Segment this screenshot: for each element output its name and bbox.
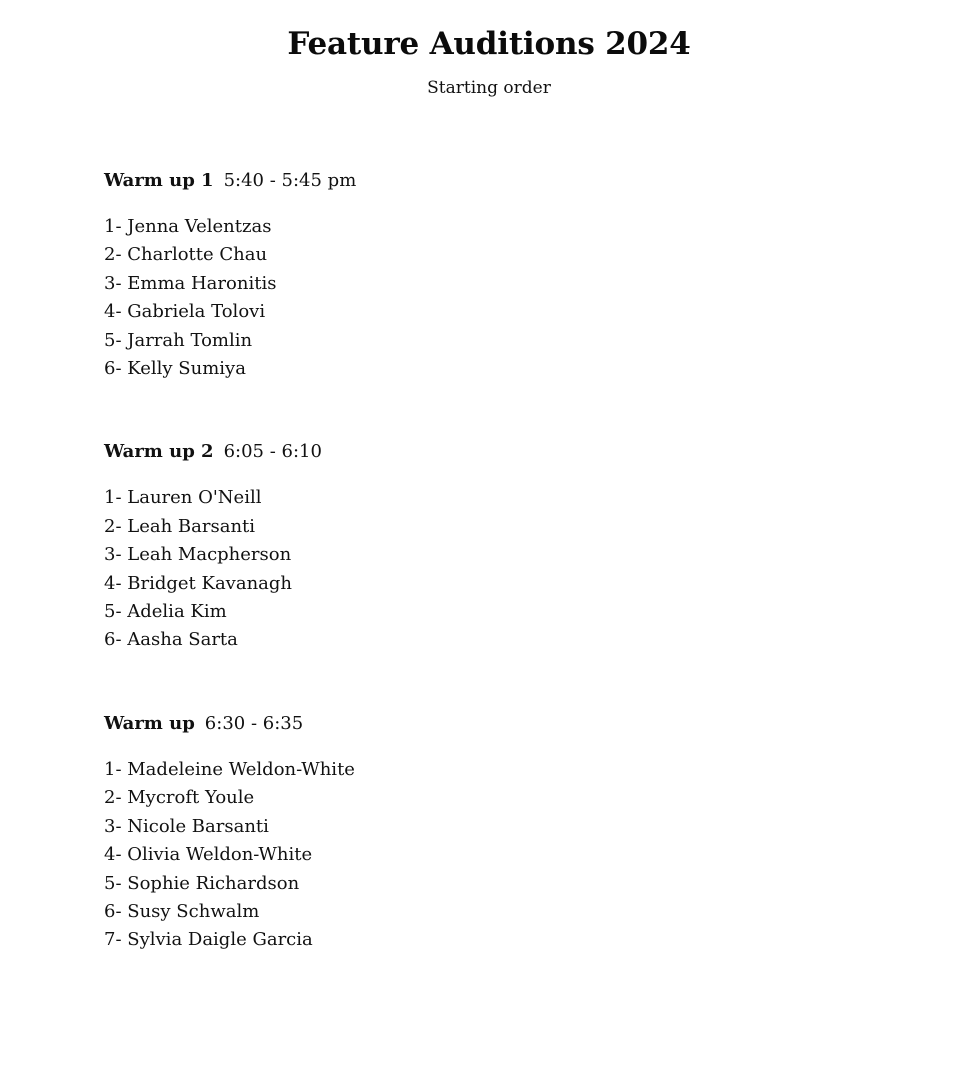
list-item: 6- Susy Schwalm: [104, 900, 260, 922]
warmup-group-label: Warm up: [104, 712, 195, 734]
list-item: 6- Kelly Sumiya: [104, 358, 246, 380]
group-spacer: [104, 413, 978, 441]
list-item: 2- Charlotte Chau: [104, 244, 268, 266]
list-item: 5- Sophie Richardson: [104, 872, 300, 894]
group-spacer: [104, 685, 978, 713]
list-item: 6- Aasha Sarta: [104, 629, 238, 651]
page-title: Feature Auditions 2024: [287, 26, 691, 62]
list-item: 1- Madeleine Weldon-White: [104, 758, 355, 780]
list-item: 3- Emma Haronitis: [104, 272, 277, 294]
warmup-group-header: [104, 170, 978, 191]
list-item: 4- Gabriela Tolovi: [104, 301, 266, 323]
list-item: 7- Sylvia Daigle Garcia: [104, 929, 313, 951]
schedule-list: [0, 98, 978, 955]
list-item: 1- Jenna Velentzas: [104, 216, 272, 237]
warmup-group-time: 5:40 - 5:45 pm: [223, 170, 357, 191]
page-subtitle: Starting order: [427, 78, 551, 98]
list-item: 5- Jarrah Tomlin: [104, 329, 253, 351]
warmup-entry-list: [104, 213, 978, 383]
warmup-group-time: 6:30 - 6:35: [204, 712, 304, 734]
warmup-group-time: 6:05 - 6:10: [223, 441, 322, 463]
list-item: 1- Lauren O'Neill: [104, 487, 262, 509]
warmup-group: [104, 170, 978, 383]
list-item: 4- Bridget Kavanagh: [104, 572, 293, 594]
list-item: 3- Leah Macpherson: [104, 544, 292, 566]
list-item: 4- Olivia Weldon-White: [104, 844, 313, 866]
warmup-group-header: [104, 441, 978, 462]
warmup-group: [104, 441, 978, 654]
warmup-entry-list: [104, 756, 978, 955]
list-item: 3- Nicole Barsanti: [104, 815, 269, 837]
warmup-entry-list: [104, 484, 978, 654]
warmup-group-header: [104, 713, 978, 734]
warmup-group: [104, 713, 978, 955]
warmup-group-label: Warm up 2: [104, 441, 214, 463]
list-item: 2- Mycroft Youle: [104, 787, 255, 809]
warmup-group-label: Warm up 1: [104, 170, 214, 191]
list-item: 2- Leah Barsanti: [104, 515, 256, 537]
list-item: 5- Adelia Kim: [104, 601, 227, 623]
